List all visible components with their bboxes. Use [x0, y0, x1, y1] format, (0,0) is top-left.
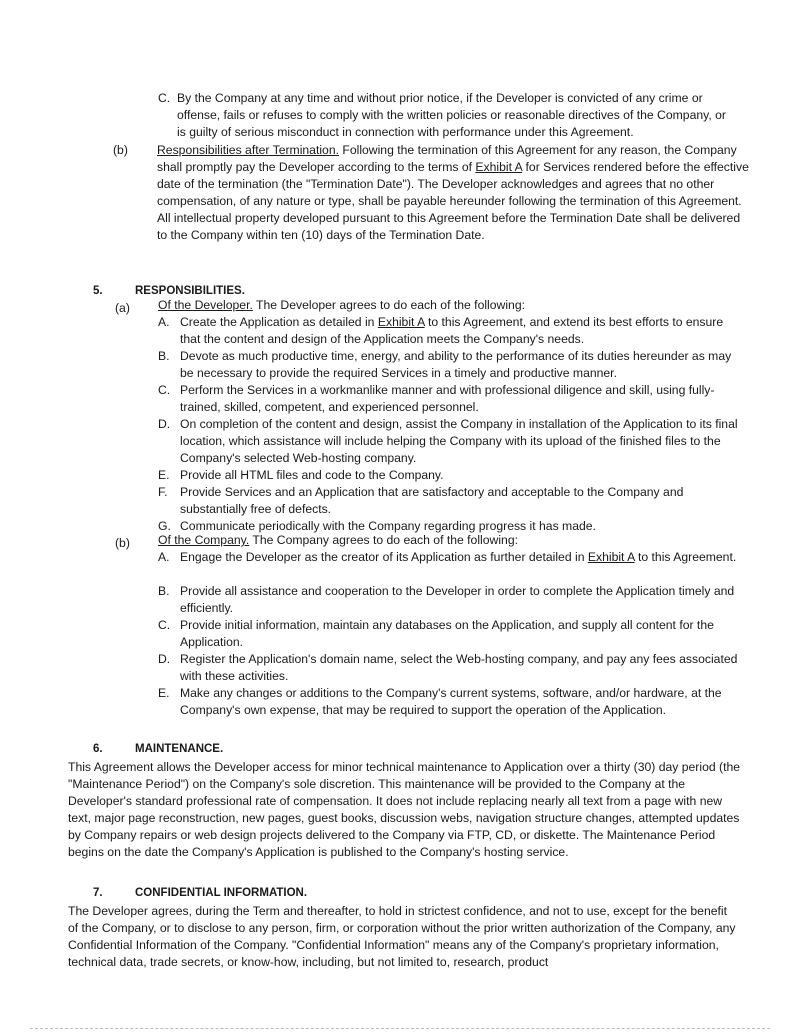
item-label: B. [158, 584, 170, 598]
company-item-d [158, 651, 738, 685]
section-7-number: 7. [93, 887, 103, 899]
item-label: D. [158, 417, 171, 431]
item-text: Register the Application's domain name, select the Web-hosting company, and pay any fees associated with these activities. [180, 652, 738, 683]
responsibilities-after-termination [113, 142, 753, 244]
item-text: Make any changes or additions to the Company's current systems, software, and/or hardware, at the Company's own expense, that may be required to support the operation of the Application. [180, 686, 722, 717]
item-label: A. [158, 550, 170, 564]
item-label: C. [158, 618, 171, 632]
developer-item-e [158, 467, 738, 484]
developer-item-c [158, 382, 738, 416]
item-label: E. [158, 686, 170, 700]
company-item-b [158, 583, 738, 617]
section-5-heading: RESPONSIBILITIES. [135, 285, 245, 297]
developer-item-d [158, 416, 738, 467]
item-text: Perform the Services in a workmanlike manner and with professional diligence and skill, using fully-trained, skilled, competent, and experienced personnel. [180, 383, 715, 414]
item-text: On completion of the content and design, assist the Company in installation of the Application to its final location, which assistance will include helping the Company with its upload of the finished files to the Company's selected Web-hosting company. [180, 417, 738, 465]
page-bottom-rule [30, 1028, 770, 1029]
section-5-number: 5. [93, 285, 103, 297]
item-label: E. [158, 468, 170, 482]
item-text [180, 549, 738, 566]
item-label: B. [158, 349, 170, 363]
section-5a-title-line [158, 297, 525, 314]
paragraph-title: Responsibilities after Termination. [157, 143, 339, 157]
item-text: By the Company at any time and without prior notice, if the Developer is convicted of any crime or offense, fails or refuses to comply with the written policies or reasonable directives of the Company, or is guilty of serious misconduct in connection with performance under this Agreement. [177, 91, 726, 139]
item-label: D. [158, 652, 171, 666]
section-5b-title-line [158, 532, 518, 549]
item-text [180, 314, 738, 348]
exhibit-reference: Exhibit A [377, 315, 425, 329]
exhibit-reference: Exhibit A [475, 160, 523, 174]
section-5a-title: Of the Developer. [158, 298, 253, 312]
item-label: F. [158, 485, 168, 499]
paragraph-text-part2: for Services rendered before the effective date of the termination (the "Termination Date"). The Developer acknowledges and agrees that no other compensation, of any nature or type, shall be payable hereunder following the termination of this Agreement. All intellectual property developed pursuant to this Agreement before the Termination Date shall be delivered to the Company within ten (10) days of the Termination Date. [157, 160, 749, 242]
section-7-text: The Developer agrees, during the Term and thereafter, to hold in strictest confidence, and not to use, except for the benefit of the Company, or to disclose to any person, firm, or corporation without the prior written authorization of the Company, any Confidential Information of the Company. "Confidential Information" means any of the Company's proprietary information, technical data, trade secrets, or know-how, including, but not limited to, research, product [68, 904, 736, 969]
item-label: C. [158, 383, 171, 397]
company-item-e [158, 685, 738, 719]
developer-item-b [158, 348, 738, 382]
item-text-pre: Engage the Developer as the creator of its Application as further detailed in [180, 550, 588, 564]
item-text-pre: Create the Application as detailed in [180, 315, 378, 329]
developer-item-f [158, 484, 738, 518]
section-5a-intro: The Developer agrees to do each of the following: [252, 298, 525, 312]
item-text-post: to this Agreement. [634, 550, 737, 564]
item-text: Provide initial information, maintain any databases on the Application, and supply all content for the Application. [180, 618, 714, 649]
exhibit-reference: Exhibit A [587, 550, 635, 564]
paragraph-text [157, 142, 753, 244]
developer-item-a [158, 314, 738, 348]
item-text: Provide all assistance and cooperation to the Developer in order to complete the Application timely and efficiently. [180, 584, 735, 615]
paragraph-label: (b) [113, 143, 128, 157]
section-5b-label: (b) [115, 536, 130, 550]
item-text: Communicate periodically with the Company regarding progress it has made. [180, 519, 596, 533]
item-label: A. [158, 315, 170, 329]
company-item-a [158, 549, 738, 566]
section-6-text: This Agreement allows the Developer access for minor technical maintenance to Application over a thirty (30) day period (the "Maintenance Period") on the Company's sole discretion. This maintenance will be provided to the Company at the Developer's standard professional rate of compensation. It does not include replacing nearly all text from a page with new text, major page reconstruction, new pages, guest books, discussion webs, navigation structure changes, attempted updates by Company repairs or web design projects delivered to the Company via FTP, CD, or diskette. The Maintenance Period begins on the date the Company's Application is published to the Company's hosting service. [68, 760, 741, 859]
paragraph-text-part1: Following the termination of this Agreement for any reason, the Company shall promptly pay the Developer according to the terms of [157, 143, 737, 174]
item-text: Provide Services and an Application that are satisfactory and acceptable to the Company and substantially free of defects. [180, 485, 684, 516]
item-text: Devote as much productive time, energy, and ability to the performance of its duties hereunder as may be necessary to provide the required Services in a timely and productive manner. [180, 349, 732, 380]
section-5b-intro: The Company agrees to do each of the following: [249, 533, 518, 547]
item-label: G. [158, 519, 171, 533]
section-7-heading: CONFIDENTIAL INFORMATION. [135, 887, 308, 899]
item-text-post: to this Agreement, and extend its best efforts to ensure that the content and design of the Application meets the Company's needs. [180, 315, 724, 346]
section-5a-label: (a) [115, 301, 130, 315]
item-label: C. [158, 91, 171, 105]
section-6-heading: MAINTENANCE. [135, 743, 224, 755]
section-6-number: 6. [93, 743, 103, 755]
section-5b-title: Of the Company. [158, 533, 250, 547]
item-text: Provide all HTML files and code to the Company. [180, 468, 444, 482]
termination-item-c [158, 90, 738, 141]
company-item-c [158, 617, 738, 651]
